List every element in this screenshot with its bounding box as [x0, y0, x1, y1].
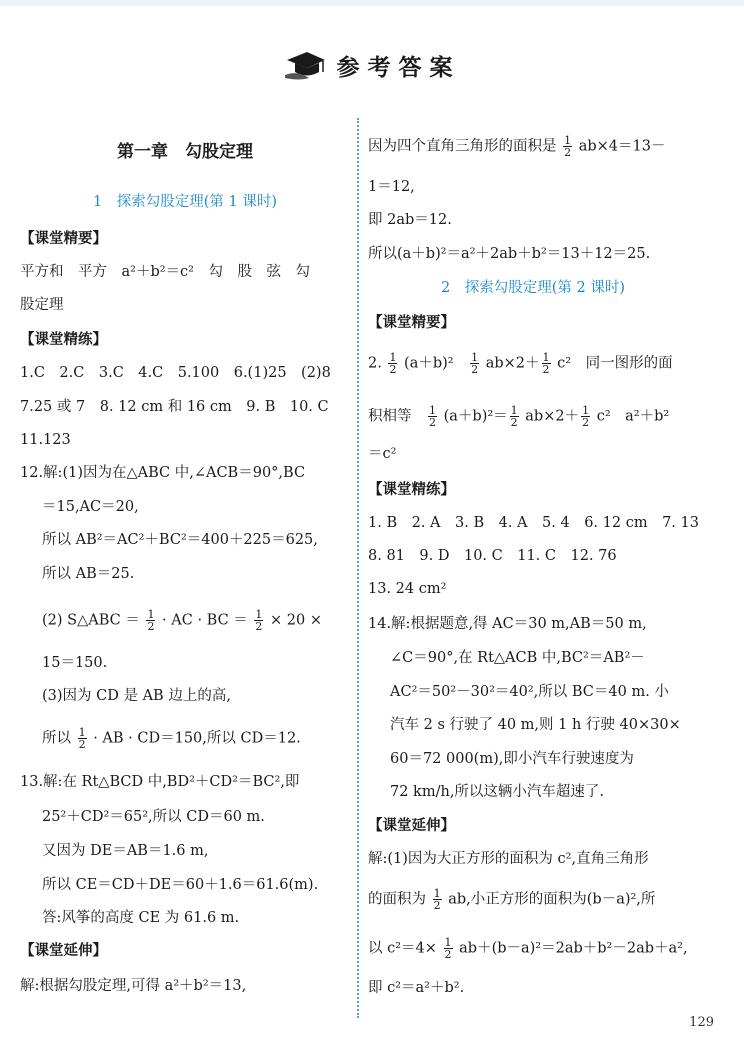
page-header — [0, 48, 744, 82]
right-text-line-17: 60＝72 000(m),即小汽车行驶速度为 — [390, 751, 634, 767]
left-text-line-23: 解:根据勾股定理,可得 a²＋b²＝13, — [20, 978, 247, 994]
fraction-one-half: $\frac{1}{2}$ — [444, 936, 452, 961]
fraction-one-half: $\frac{1}{2}$ — [147, 608, 155, 633]
right-section-line-19: 【课堂延伸】 — [368, 817, 455, 834]
right-text-line-15: AC²＝50²－30²＝40²,所以 BC＝40 m. 小 — [390, 684, 669, 700]
right-text-line-23: 即 c²＝a²＋b². — [368, 980, 465, 996]
left-text-line-21: 答:风筝的高度 CE 为 61.6 m. — [42, 910, 240, 926]
right-text-line-20: 解:(1)因为大正方形的面积为 c²,直角三角形 — [368, 851, 649, 867]
right-lesson-line-4: 2 探索勾股定理(第 2 课时) — [441, 280, 625, 296]
left-text-line-13: (2) S△ABC ＝ $\frac{1}{2}$ · AC · BC ＝ $\frac{1}{2}$ × 20 × — [42, 608, 322, 633]
right-text-line-2: 即 2ab＝12. — [368, 212, 452, 228]
page-number: 129 — [689, 1015, 714, 1030]
page-top-edge — [0, 0, 744, 6]
right-text-line-7: 积相等 $\frac{1}{2}$ (a＋b)²＝ $\frac{1}{2}$ ab×2＋ $\frac{1}{2}$ c² a²＋b² — [368, 404, 670, 429]
right-text-line-6: 2. $\frac{1}{2}$ (a＋b)² $\frac{1}{2}$ ab×2＋ $\frac{1}{2}$ c² 同一图形的面 — [368, 351, 673, 376]
left-text-line-12: 所以 AB＝25. — [42, 566, 135, 582]
column-divider — [357, 118, 359, 1018]
fraction-one-half: $\frac{1}{2}$ — [564, 134, 572, 159]
left-section-line-22: 【课堂延伸】 — [20, 942, 107, 959]
fraction-one-half: $\frac{1}{2}$ — [582, 404, 590, 429]
right-text-line-14: ∠C＝90°,在 Rt△ACB 中,BC²＝AB²－ — [390, 650, 645, 666]
left-text-line-11: 所以 AB²＝AC²＋BC²＝400＋225＝625, — [42, 532, 318, 548]
right-text-line-0: 因为四个直角三角形的面积是 $\frac{1}{2}$ ab×4＝13－ — [368, 134, 666, 159]
fraction-one-half: $\frac{1}{2}$ — [433, 887, 441, 912]
fraction-one-half: $\frac{1}{2}$ — [78, 726, 86, 751]
left-section-line-2: 【课堂精要】 — [20, 230, 107, 247]
left-text-line-8: 11.123 — [20, 432, 71, 448]
graduation-cap-icon — [283, 48, 327, 82]
left-text-line-20: 所以 CE＝CD＋DE＝60＋1.6＝61.6(m). — [42, 877, 319, 893]
left-text-line-10: ＝15,AC＝20, — [42, 499, 139, 515]
left-text-line-7: 7.25 或 7 8. 12 cm 和 16 cm 9. B 10. C — [20, 399, 329, 415]
right-section-line-9: 【课堂精练】 — [368, 481, 455, 498]
left-text-line-18: 25²＋CD²＝65²,所以 CD＝60 m. — [42, 809, 265, 825]
left-text-line-16: 所以 $\frac{1}{2}$ · AB · CD＝150,所以 CD＝12. — [42, 726, 301, 751]
right-section-line-5: 【课堂精要】 — [368, 314, 455, 331]
fraction-one-half: $\frac{1}{2}$ — [471, 351, 479, 376]
right-text-line-8: ＝c² — [368, 446, 397, 462]
fraction-one-half: $\frac{1}{2}$ — [429, 404, 436, 429]
right-text-line-11: 8. 81 9. D 10. C 11. C 12. 76 — [368, 548, 617, 564]
fraction-one-half: $\frac{1}{2}$ — [542, 351, 550, 376]
right-text-line-22: 以 c²＝4× $\frac{1}{2}$ ab＋(b－a)²＝2ab＋b²－2ab＋a², — [368, 936, 688, 961]
left-text-line-4: 股定理 — [20, 297, 64, 313]
left-text-line-3: 平方和 平方 a²＋b²＝c² 勾 股 弦 勾 — [20, 264, 310, 280]
left-text-line-14: 15＝150. — [42, 655, 108, 671]
right-text-line-13: 14.解:根据题意,得 AC＝30 m,AB＝50 m, — [368, 616, 647, 632]
left-text-line-15: (3)因为 CD 是 AB 边上的高, — [42, 688, 231, 704]
right-text-line-18: 72 km/h,所以这辆小汽车超速了. — [390, 784, 605, 800]
left-text-line-6: 1.C 2.C 3.C 4.C 5.100 6.(1)25 (2)8 — [20, 365, 331, 381]
right-text-line-12: 13. 24 cm² — [368, 581, 447, 597]
fraction-one-half: $\frac{1}{2}$ — [389, 351, 397, 376]
left-lesson-line-1: 1 探索勾股定理(第 1 课时) — [93, 194, 277, 210]
fraction-one-half: $\frac{1}{2}$ — [255, 608, 263, 633]
left-text-line-17: 13.解:在 Rt△BCD 中,BD²＋CD²＝BC²,即 — [20, 774, 300, 790]
left-section-line-5: 【课堂精练】 — [20, 331, 107, 348]
right-text-line-3: 所以(a＋b)²＝a²＋2ab＋b²＝13＋12＝25. — [368, 246, 651, 262]
left-text-line-9: 12.解:(1)因为在△ABC 中,∠ACB＝90°,BC — [20, 465, 306, 481]
left-chapter-line-0: 第一章 勾股定理 — [117, 142, 253, 162]
right-text-line-21: 的面积为 $\frac{1}{2}$ ab,小正方形的面积为(b－a)²,所 — [368, 887, 656, 912]
right-text-line-16: 汽车 2 s 行驶了 40 m,则 1 h 行驶 40×30× — [390, 717, 681, 733]
fraction-one-half: $\frac{1}{2}$ — [510, 404, 518, 429]
right-text-line-1: 1＝12, — [368, 179, 415, 195]
left-text-line-19: 又因为 DE＝AB＝1.6 m, — [42, 843, 209, 859]
answer-key-title: 参考答案 — [336, 53, 461, 81]
right-text-line-10: 1. B 2. A 3. B 4. A 5. 4 6. 12 cm 7. 13 — [368, 515, 699, 531]
